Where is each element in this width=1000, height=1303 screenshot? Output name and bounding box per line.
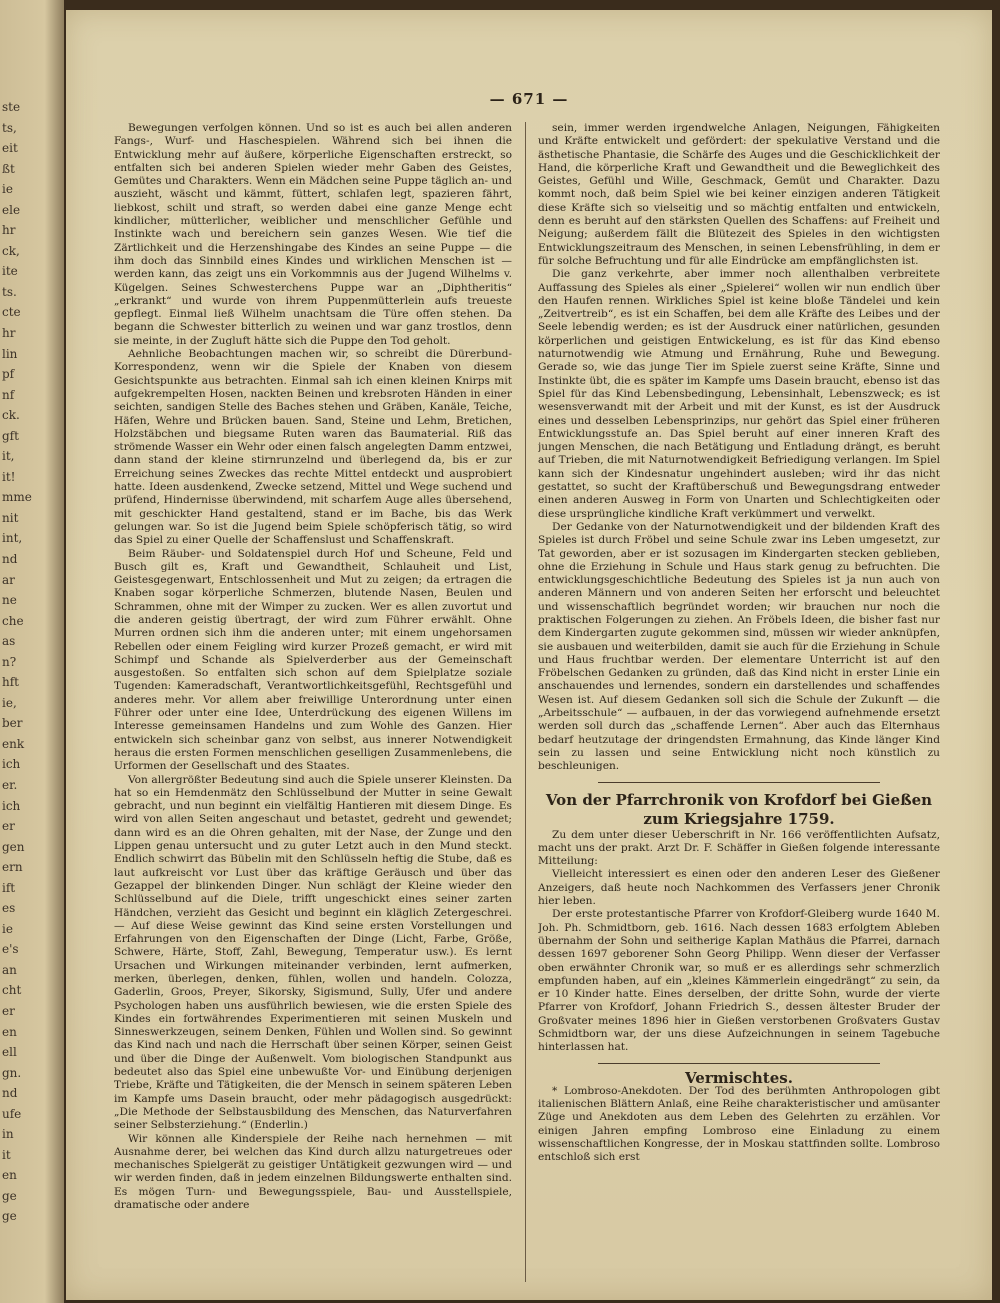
previous-page-fragment: ck.: [2, 408, 20, 423]
paragraph: * Lombroso-Anekdoten. Der Tod des berühmten Anthropologen gibt italienischen Blättern Anlaß, eine Reihe charakteristischer und amüsanter Züge und Anekdoten aus dem Leben des Gelehrten zu erzählen. Vor einigen Jahren empfing Lombroso eine Einladung zu einem wissenschaftlichen Kongresse, der in Moskau stattfinden sollte. Lombroso entschloß sich erst: [538, 1084, 940, 1164]
paragraph: Von allergrößter Bedeutung sind auch die Spiele unserer Kleinsten. Da hat so ein Hemdenmätz den Schlüsselbund der Mutter in seine Gewalt gebracht, und nun beginnt ein vielfältig Hantieren mit diesem Dinge. Es wird von allen Seiten angeschaut und betastet, gedreht und gewendet; dann wird es an die Ohren gehalten, mit der Nase, der Zunge und den Lippen genau untersucht und zu guter Letzt auch in den Mund steckt. Endlich schwirrt das Bübelin mit den Schlüsseln heftig die Stube, daß es laut aufkreischt vor Lust über das kräftige Geräusch und über das Gezappel der blinkenden Dinger. Nun schlägt der Kleine wieder den Schlüsselbund auf die Diele, trifft ungeschickt eines seiner zarten Händchen, verzieht das Gesicht und beginnt ein kläglich Zetergeschrei. — Auf diese Weise gewinnt das Kind seine ersten Vorstellungen und Erfahrungen von den Eigenschaften der Dinge (Licht, Farbe, Größe, Schwere, Härte, Stoff, Zahl, Bewegung, Temperatur usw.). Es lernt Ursachen und Wirkungen miteinander verbinden, lernt aufmerken, merken, überlegen, denken, fühlen, wollen und handeln. Colozza, Gaderlin, Groos, Preyer, Sikorsky, Sigismund, Sully, Ufer und andere Psychologen haben uns ausführlich bewiesen, wie die ersten Spiele des Kindes ein fortwährendes Experimentieren mit seinen Muskeln und Sinneswerkzeugen, seinem Denken, Fühlen und Wollen sind. So gewinnt das Kind nach und nach die Herrschaft über seinen Körper, seinen Geist und über die Dinge der Außenwelt. Vom biologischen Standpunkt aus bedeutet also das Spiel eine unbewußte Vor- und Einübung derjenigen Triebe, Kräfte und Tätigkeiten, die der Mensch in seinem späteren Leben im Kampfe ums Dasein braucht, oder mehr pädagogisch ausgedrückt: „Die Methode der Selbstausbildung des Menschen, das Naturverfahren seiner Selbsterziehung.“ (Enderlin.): [114, 773, 512, 1132]
previous-page-fragment: ite: [2, 264, 18, 279]
previous-page-edge: [0, 0, 64, 1303]
previous-page-fragment: ts.: [2, 284, 17, 299]
previous-page-fragment: es: [2, 901, 16, 916]
column-divider: [525, 122, 526, 1282]
paragraph: Die ganz verkehrte, aber immer noch allenthalben verbreitete Auffassung des Spieles als einer „Spielerei“ wollen wir nun endlich über den Haufen rennen. Wirkliches Spiel ist keine bloße Tändelei und kein „Zeitvertreib“, es ist ein Schaffen, bei dem alle Kräfte des Leibes und der Seele lebendig werden; es ist der Ausdruck einer natürlichen, gesunden körperlichen und geistigen Entwickelung, es ist für das Kind ebenso naturnotwendig wie Atmung und Ernährung, Ruhe und Bewegung. Gerade so, wie das junge Tier im Spiele zuerst seine Kräfte, Sinne und Instinkte übt, die es später im Kampfe ums Dasein braucht, ebenso ist das Spiel für das Kind Lebensbedingung, Lebensinhalt, Lebenszweck; es ist wesensverwandt mit der Arbeit und mit der Kunst, es ist der Ausdruck eines und desselben Lebensprinzips, nur gehört das Spiel einer früheren Entwicklungsstufe an. Das Spiel beruht auf einer inneren Kraft des jungen Menschen, die nach Betätigung und Entladung drängt, es beruht auf Trieben, die mit Naturnotwendigkeit Befriedigung verlangen. Im Spiel kann sich der Kindesnatur ungehindert ausleben; wird ihr das nicht gestattet, so sucht der Kraftüberschuß und Bewegungsdrang entweder einen anderen Ausweg in Form von Unarten und Schlechtigkeiten oder diese ursprüngliche kindliche Kraft verkümmert und verwelkt.: [538, 268, 940, 520]
previous-page-fragment: ck,: [2, 243, 20, 258]
previous-page-fragment: it: [2, 1147, 11, 1162]
paragraph: sein, immer werden irgendwelche Anlagen, Neigungen, Fähigkeiten und Kräfte entwickelt und gefördert: der spekulative Verstand und die ästhetische Phantasie, die Schärfe des Auges und die Geschicklichkeit der Hand, die körperliche Kraft und Gewandtheit und die Beweglichkeit des Geistes, Gefühl und Wille, Geschmack, Gemüt und Charakter. Dazu kommt noch, daß beim Spiel wie bei keiner einzigen anderen Tätigkeit diese Kräfte sich so vielseitig und so mächtig entfalten und entwickeln, denn es beruht auf den stärksten Quellen des Schaffens: auf Freiheit und Neigung; außerdem fällt die Blütezeit des Spieles in den wichtigsten Entwicklungszeitraum des Menschen, in seinen Lebensfrühling, in dem er für solche Befruchtung und für alle Eindrücke am empfänglichsten ist.: [538, 122, 940, 267]
previous-page-fragment: e's: [2, 942, 19, 957]
previous-page-fragment: ich: [2, 757, 21, 772]
previous-page-fragment: ge: [2, 1188, 17, 1203]
previous-page-fragment: ift: [2, 880, 16, 895]
previous-page-fragment: pf: [2, 367, 15, 382]
previous-page-fragment: ste: [2, 100, 21, 114]
previous-page-fragment: ne: [2, 593, 17, 608]
previous-page-fragment: ar: [2, 572, 15, 587]
left-column: [114, 122, 512, 1282]
previous-page-fragment: ßt: [2, 161, 15, 176]
previous-page-fragment: hft: [2, 675, 19, 690]
previous-page-fragment: er: [2, 1004, 15, 1018]
previous-page-fragment: en: [2, 1168, 17, 1183]
previous-page-fragment: mme: [2, 490, 32, 505]
article-heading: Von der Pfarrchronik von Krofdorf bei Gießen zum Kriegsjahre 1759.: [545, 790, 933, 828]
previous-page-fragment: nd: [2, 1086, 18, 1101]
previous-page-fragment: int,: [2, 531, 23, 546]
previous-page-fragment: it!: [2, 469, 16, 484]
previous-page-fragment: enk: [2, 736, 25, 751]
right-column: [538, 122, 940, 1282]
previous-page-fragment: ie: [2, 921, 13, 936]
previous-page-fragment: nd: [2, 552, 18, 566]
separator-rule: [598, 782, 880, 783]
previous-page-fragment: cte: [2, 305, 21, 320]
paragraph: Der erste protestantische Pfarrer von Krofdorf-Gleiberg wurde 1640 M. Joh. Ph. Schmidtborn, geb. 1616. Nach dessen 1683 erfolgtem Ableben übernahm der Sohn und seitherige Kaplan Mathäus die Pfarrei, darnach dessen 1697 geborener Sohn Georg Philipp. Wenn dieser der Verfasser oben erwähnter Chronik war, so muß er es allerdings sehr schmerzlich empfunden haben, auf ein „kleines Kämmerlein eingedrängt“ zu sein, da er 10 Kinder hatte. Eines derselben, der dritte Sohn, wurde der vierte Pfarrer von Krofdorf, Johann Friedrich S., dessen ältester Bruder der Großvater meines 1896 hier in Gießen verstorbenen Großvaters Gustav Schmidtborn war, der uns diese Aufzeichnungen in seinem Tagebuche hinterlassen hat.: [538, 908, 940, 1054]
previous-page-fragment: ele: [2, 202, 21, 217]
previous-page-fragment: en: [2, 1024, 17, 1039]
previous-page-fragment: ge: [2, 1209, 17, 1224]
previous-page-fragment: gn.: [2, 1065, 22, 1080]
previous-page-fragment: hr: [2, 223, 16, 238]
paragraph: Der Gedanke von der Naturnotwendigkeit und der bildenden Kraft des Spieles ist durch Fröbel und seine Schule zwar ins Leben umgesetzt, zur Tat geworden, aber er ist sozusagen im Kindergarten stecken geblieben, ohne die Erziehung in Schule und Haus stark genug zu befruchten. Die entwicklungsgeschichtliche Bedeutung des Spieles ist ja nun auch von anderen Männern und von anderen Seiten her erforscht und beleuchtet und wissenschaftlich begründet worden; wir brauchen nur noch die praktischen Folgerungen zu ziehen. An Fröbels Ideen, die bisher fast nur dem Kindergarten zugute gekommen sind, müssen wir wieder anknüpfen, sie ausbauen und weiterbilden, damit sie auch für die Erziehung in Schule und Haus fruchtbar werden. Der elementare Unterricht ist auf den Fröbelschen Gedanken zu gründen, daß das Kind nicht in erster Linie ein anschauendes und lernendes, sondern ein darstellendes und schaffendes Wesen ist. Auf diesem Gedanken soll sich die Schule der Zukunft — die „Arbeitsschule“ — aufbauen, in der das vorwiegend aufnehmende ersetzt werden soll durch das „schaffende Lernen“. Aber auch das Elternhaus bedarf heutzutage der dringendsten Ermahnung, das Kinde länger Kind sein zu lassen und seine Entwicklung nicht noch künstlich zu beschleunigen.: [538, 520, 940, 773]
paragraph: Vielleicht interessiert es einen oder den anderen Leser des Gießener Anzeigers, daß heute noch Nachkommen des Verfassers jener Chronik hier leben.: [538, 868, 940, 908]
previous-page-fragment: er.: [2, 778, 18, 792]
previous-page-fragment: ie,: [2, 695, 17, 710]
previous-page-fragment: ich: [2, 798, 21, 813]
previous-page-fragment: in: [2, 1127, 14, 1142]
previous-page-fragment: nit: [2, 510, 19, 525]
paragraph: Wir können alle Kinderspiele der Reihe nach hernehmen — mit Ausnahme derer, bei welchen das Kind durch allzu naturgetreues oder mechanisches Spielgerät zu geistiger Untätigkeit gezwungen wird — und wir werden finden, daß in jedem einzelnen Bildungswerte enthalten sind. Es mögen Turn- und Bewegungsspiele, Bau- und Ausstellspiele, dramatische oder andere: [114, 1132, 512, 1212]
previous-page-fragment: nf: [2, 387, 15, 402]
paragraph: Zu dem unter dieser Ueberschrift in Nr. 166 veröffentlichten Aufsatz, macht uns der prakt. Arzt Dr. F. Schäffer in Gießen folgende interessante Mitteilung:: [538, 828, 940, 868]
previous-page-fragment: n?: [2, 654, 17, 669]
previous-page-fragment: it,: [2, 449, 15, 464]
previous-page-fragment: eit: [2, 141, 18, 156]
previous-page-fragment: lin: [2, 346, 18, 361]
previous-page-fragment: ufe: [2, 1106, 22, 1121]
previous-page-fragment: er: [2, 819, 15, 834]
previous-page-fragment: cht: [2, 983, 22, 998]
page-number: — 671 —: [489, 90, 569, 108]
misc-heading: Vermischtes.: [685, 1068, 793, 1087]
newspaper-page: [66, 10, 992, 1300]
paragraph: Aehnliche Beobachtungen machen wir, so schreibt die Dürerbund-Korrespondenz, wenn wir die Spiele der Knaben von diesem Gesichtspunkte aus betrachten. Einmal sah ich einen kleinen Knirps mit aufgekrempelten Hosen, nackten Beinen und krebsroten Händen in einer seichten, sandigen Stelle des Baches stehen und Gräben, Kanäle, Teiche, Häfen, Wehre und Brücken bauen. Sand, Steine und Lehm, Bretichen, Holzstäbchen und biegsame Ruten waren das Baumaterial. Riß das strömende Wasser ein Wehr oder einen falsch angelegten Damm entzwei, dann stand der kleine stirnrunzelnd und überlegend da, bis er zur Erreichung seines Zweckes das rechte Mittel entdeckt und ausprobiert hatte. Ideen ausdenkend, Zwecke setzend, Mittel und Wege suchend und prüfend, Hindernisse überwindend, mit scharfem Auge alles übersehend, mit geschickter Hand gestaltend, stand er im Bache, bis das Werk gelungen war. So ist die Jugend beim Spiele schöpferisch tätig, so wird das Spiel zu einer Quelle der Schaffenslust und Schaffenskraft.: [114, 348, 512, 547]
previous-page-fragment: an: [2, 962, 17, 977]
paragraph: Beim Räuber- und Soldatenspiel durch Hof und Scheune, Feld und Busch gilt es, Kraft und Gewandtheit, Schlauheit und List, Geistesgegenwart, Entschlossenheit und Mut zu zeigen; da ertragen die Knaben sogar körperliche Schmerzen, blutende Nasen, Beulen und Schrammen, ohne mit der Wimper zu zucken. Wer es allen zuvortut und die anderen geistig übertragt, der wird zum Führer erwählt. Ohne Murren ordnen sich ihm die anderen unter; mit einem ungehorsamen Rebellen oder einem Feigling wird kurzer Prozeß gemacht, er wird mit Schimpf und Schande als Spielverderber aus der Gemeinschaft ausgestoßen. So entfalten sich schon auf dem Spielplatze soziale Tugenden: Kameradschaft, Verantwortlichkeitsgefühl, Rechtsgefühl und anderes mehr. Vor allem aber freiwillige Unterordnung unter einen Führer oder unter eine Idee, Unterdrückung des eigenen Willens im Interesse gemeinsamen Handelns und zum Wohle des Ganzen. Hier entwickeln sich scheinbar ganz von selbst, aus innerer Notwendigkeit heraus die ersten Formen menschlichen geselligen Zusammenlebens, die Urformen der Gesellschaft und des Staates.: [114, 547, 512, 773]
previous-page-fragment: ber: [2, 716, 23, 731]
previous-page-fragment: ern: [2, 860, 23, 875]
previous-page-fragment: gen: [2, 839, 25, 854]
previous-page-fragment: ts,: [2, 120, 17, 135]
previous-page-fragment: as: [2, 634, 16, 649]
previous-page-fragment: ell: [2, 1045, 17, 1060]
separator-rule: [598, 1063, 880, 1064]
paragraph: Bewegungen verfolgen können. Und so ist es auch bei allen anderen Fangs-, Wurf- und Haschespielen. Während sich bei ihnen die Entwicklung mehr auf äußere, körperliche Eigenschaften erstreckt, so entfalten sich bei anderen Spielen wieder mehr Gaben des Geistes, Gemütes und Charakters. Wenn ein Mädchen seine Puppe täglich an- und auszieht, wäscht und kämmt, füttert, schlafen legt, spazieren fährt, liebkost, schilt und straft, so werden dabei eine ganze Menge echt kindlicher, mütterlicher, weiblicher und menschlicher Gefühle und Instinkte wach und bereichern sein ganzes Wesen. Wie tief die Zärtlichkeit und die Herzenshingabe des Kindes an seine Puppe — die ihm doch das Sinnbild eines Kindes und wirklichen Menschen ist — werden kann, das zeigt uns ein Vorkommnis aus der Jugend Wilhelms v. Kügelgen. Seines Schwesterchens Puppe war an „Diphtheritis“ „erkrankt“ und wurde von ihrem Puppenmütterlein aufs treueste gepflegt. Einmal ließ Wilhelm unachtsam die Türe offen stehen. Da begann die Schwester bitterlich zu weinen und war ganz trostlos, denn sie meinte, in der Zugluft hätte sich die Puppe den Tod geholt.: [114, 122, 512, 347]
previous-page-fragment: ie: [2, 182, 13, 197]
previous-page-fragment: che: [2, 613, 24, 628]
previous-page-fragment: gft: [2, 428, 19, 443]
previous-page-fragment: hr: [2, 326, 16, 340]
